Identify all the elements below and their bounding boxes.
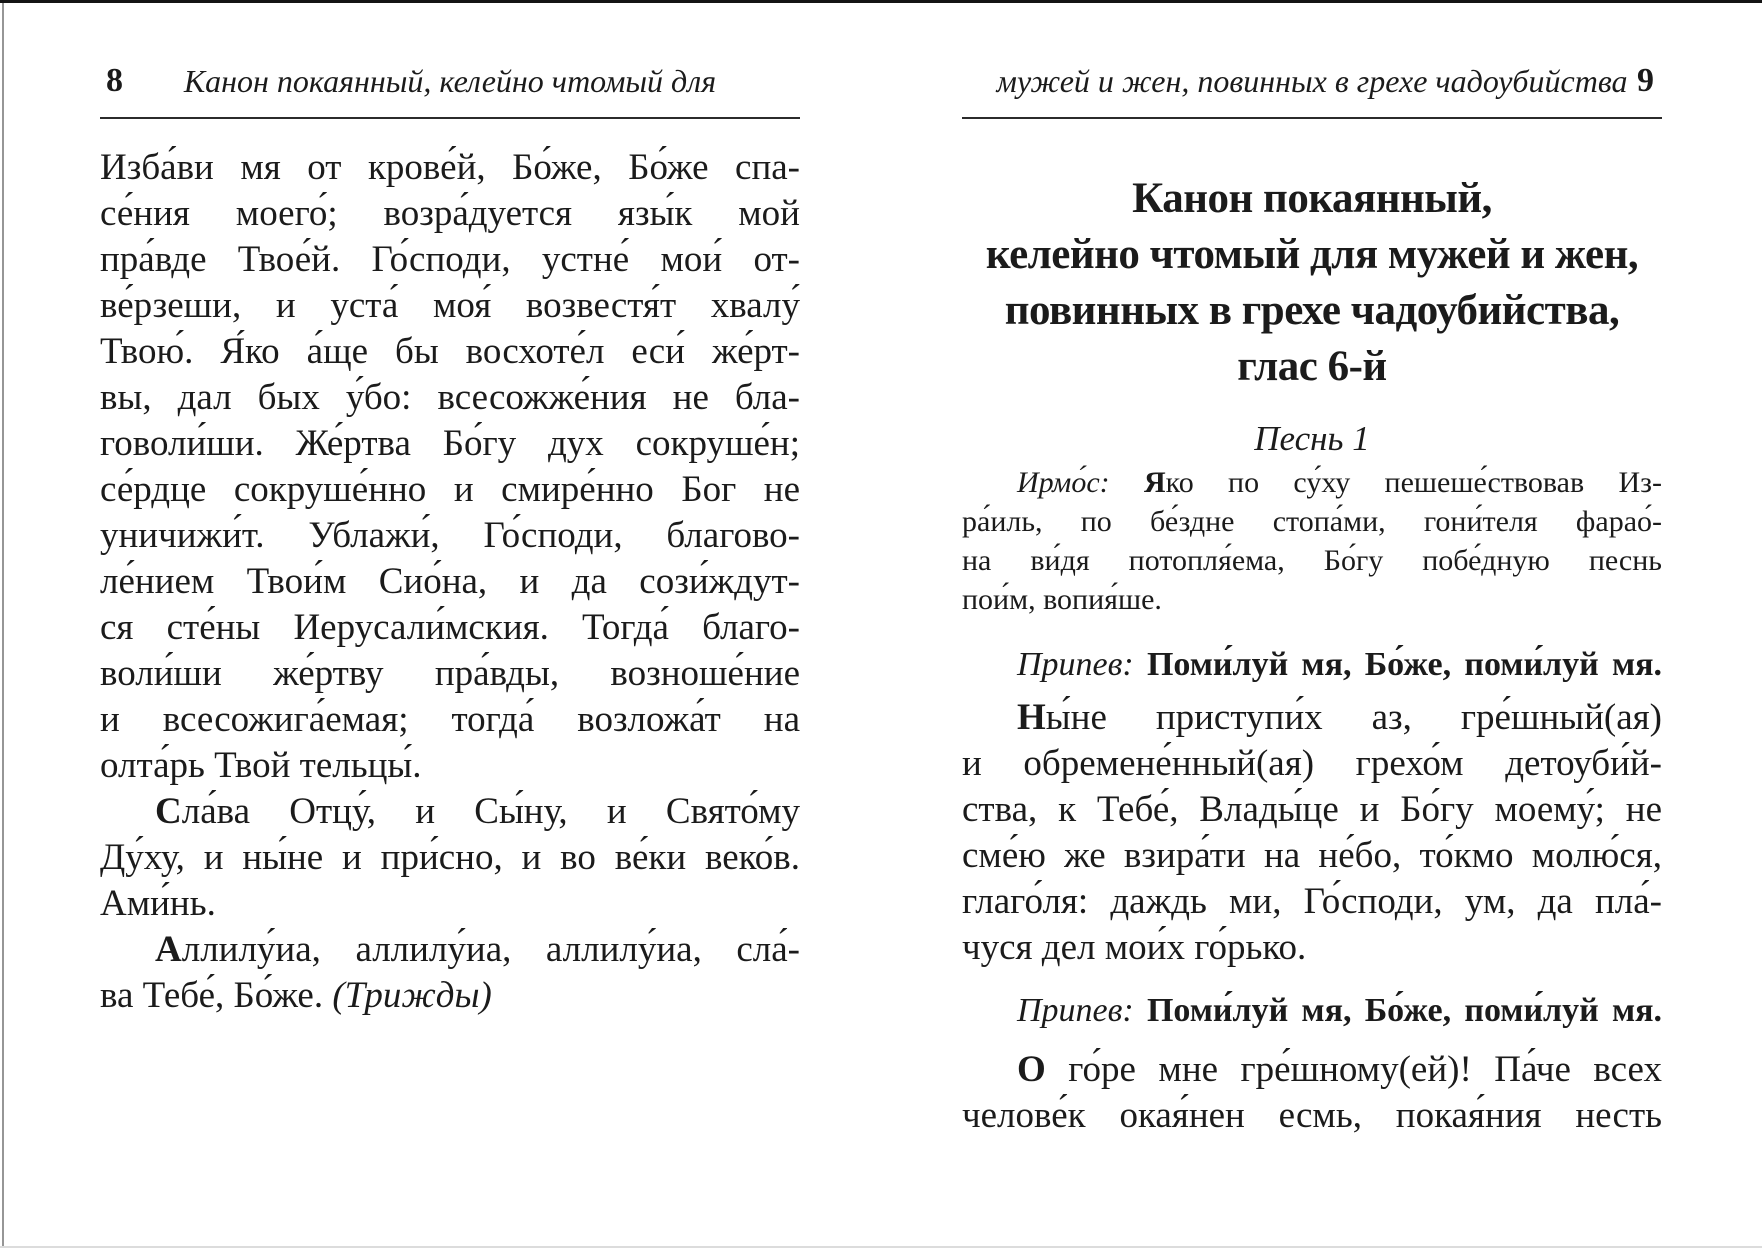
page-number-right: 9: [1637, 62, 1654, 99]
text-line: Изба́ви мя от крове́й, Бо́же, Бо́же спа-: [100, 147, 800, 188]
page-left-content: [100, 123, 800, 1019]
text-line: вы, дал бых у́бо: всесожже́ния не бла-: [100, 377, 800, 418]
text-line: повинных в грехе чадоубийства,: [1004, 287, 1620, 334]
troparion-2: [962, 1047, 1662, 1139]
text-line: сме́ю же взира́ти на не́бо, то́кмо молю́ся,: [962, 835, 1662, 876]
text-line: глас 6-й: [1237, 343, 1387, 390]
text-line: олта́рь Твой тельцы́.: [100, 745, 422, 786]
page-right: [962, 3, 1662, 1248]
text-line: Аллилу́иа, аллилу́иа, аллилу́иа, сла́-: [155, 929, 800, 970]
psalm-50-continuation: [100, 145, 800, 789]
text-line: Ны́не приступи́х аз, гре́шный(ая): [1017, 697, 1662, 738]
text-line: глаго́ля: даждь ми, Го́споди, ум, да пла́-: [962, 881, 1662, 922]
text-line: ства, к Тебе́, Влады́це и Бо́гу моему́; не: [962, 789, 1662, 830]
text-line: Канон покаянный,: [1132, 175, 1492, 222]
page-right-content: [962, 123, 1662, 1139]
text-line: говоли́ши. Же́ртва Бо́гу дух сокруше́н;: [100, 423, 800, 464]
text-line: ве́рзеши, и уста́ моя́ возвестя́т хвалу́: [100, 285, 800, 326]
text-line: Сла́ва Отцу́, и Сы́ну, и Свято́му: [155, 791, 800, 832]
text-line: челове́к окая́нен есмь, покая́ния несть: [962, 1095, 1662, 1136]
text-line: Твою́. Я́ко а́ще бы восхоте́л еси́ же́рт-: [100, 331, 800, 372]
canon-title: [962, 171, 1662, 395]
text-line: и обремене́нный(ая) грехо́м детоуби́й-: [962, 743, 1662, 784]
text-line: на ви́дя потопля́ема, Бо́гу побе́дную песнь: [962, 544, 1662, 577]
text-line: Ами́нь.: [100, 883, 216, 924]
pripev-line: [962, 643, 1662, 687]
text-line: Песнь 1: [1254, 419, 1370, 458]
text-line: се́ния моего́; возра́дуется язы́к мой: [100, 193, 800, 234]
running-header-left: [100, 55, 800, 119]
running-header-right: [962, 55, 1662, 119]
text-line: ле́нием Твои́м Сио́на, и да сози́ждут-: [100, 561, 800, 602]
song-heading: [962, 419, 1662, 459]
running-header-left-text: Канон покаянный, келейно чтомый для: [183, 63, 717, 99]
text-line: келейно чтомый для мужей и жен,: [985, 231, 1639, 278]
text-line: воли́ши же́ртву пра́вды, возноше́ние: [100, 653, 800, 694]
text-line: Ду́ху, и ны́не и при́сно, и во ве́ки веко́в.: [100, 837, 800, 878]
text-line: Припев: Поми́луй мя, Бо́же, поми́луй мя.: [1017, 992, 1662, 1029]
troparion-1: [962, 695, 1662, 971]
text-line: ра́иль, по бе́здне стопа́ми, гони́теля фарао́-: [962, 505, 1662, 538]
page-number-left: 8: [106, 62, 123, 99]
text-line: О го́ре мне гре́шному(ей)! Па́че всех: [1017, 1049, 1662, 1090]
alliluia-paragraph: [100, 927, 800, 1019]
text-line: уничижи́т. Ублажи́, Го́споди, благово-: [100, 515, 800, 556]
page-left: [100, 3, 800, 1248]
text-line: пои́м, вопия́ше.: [962, 583, 1162, 616]
irmos-paragraph: [962, 463, 1662, 619]
text-line: ва Тебе́, Бо́же. (Трижды): [100, 975, 492, 1016]
pripev-line: [962, 989, 1662, 1033]
text-line: Ирмо́с: Яко по су́ху пешеше́ствовав Из-: [1017, 466, 1662, 499]
text-line: и всесожига́емая; тогда́ возложа́т на: [100, 699, 800, 740]
text-line: пра́вде Твое́й. Го́споди, устне́ мои́ от-: [100, 239, 800, 280]
text-line: Припев: Поми́луй мя, Бо́же, поми́луй мя.: [1017, 646, 1662, 683]
slava-paragraph: [100, 789, 800, 927]
text-line: се́рдце сокруше́нно и смире́нно Бог не: [100, 469, 800, 510]
text-line: чуся дел мои́х го́рько.: [962, 927, 1307, 968]
running-header-right-text: мужей и жен, повинных в грехе чадоубийства: [996, 63, 1628, 99]
text-line: ся сте́ны Иерусали́мския. Тогда́ благо-: [100, 607, 800, 648]
